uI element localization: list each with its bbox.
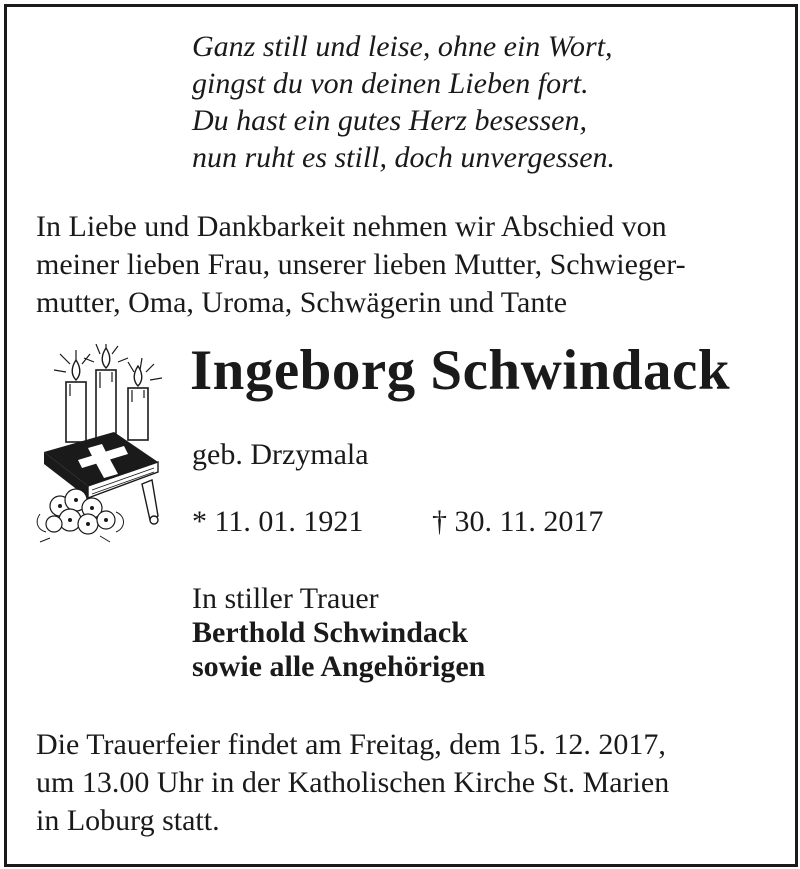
poem-line: gingst du von deinen Lieben fort. [192, 67, 589, 100]
mourners-intro: In stiller Trauer [192, 582, 379, 615]
poem-line: Du hast ein gutes Herz besessen, [192, 104, 587, 137]
service-line: in Loburg statt. [36, 804, 220, 837]
deceased-name: Ingeborg Schwindack [190, 339, 731, 402]
mourner-name: sowie alle Angehörigen [192, 650, 486, 683]
mourner-name: Berthold Schwindack [192, 616, 468, 649]
poem-line: Ganz still und leise, ohne ein Wort, [192, 30, 613, 63]
intro-line: mutter, Oma, Uroma, Schwägerin und Tante [36, 286, 568, 319]
intro-line: In Liebe und Dankbarkeit nehmen wir Abschied von [36, 210, 667, 243]
life-dates [192, 505, 604, 539]
birth-name: geb. Drzymala [192, 438, 369, 471]
intro-line: meiner lieben Frau, unserer lieben Mutter, Schwieger- [36, 248, 686, 281]
mourners-block [192, 582, 485, 684]
poem [192, 28, 615, 176]
intro-text [36, 208, 776, 322]
candles-bible-flowers-icon [30, 344, 180, 544]
death-date: † 30. 11. 2017 [432, 505, 604, 538]
service-line: um 13.00 Uhr in der Katholischen Kirche St. Marien [36, 766, 670, 799]
poem-line: nun ruht es still, doch unvergessen. [192, 141, 616, 174]
birth-date: * 11. 01. 1921 [192, 505, 364, 538]
service-info [36, 726, 669, 840]
service-line: Die Trauerfeier findet am Freitag, dem 15. 12. 2017, [36, 728, 666, 761]
